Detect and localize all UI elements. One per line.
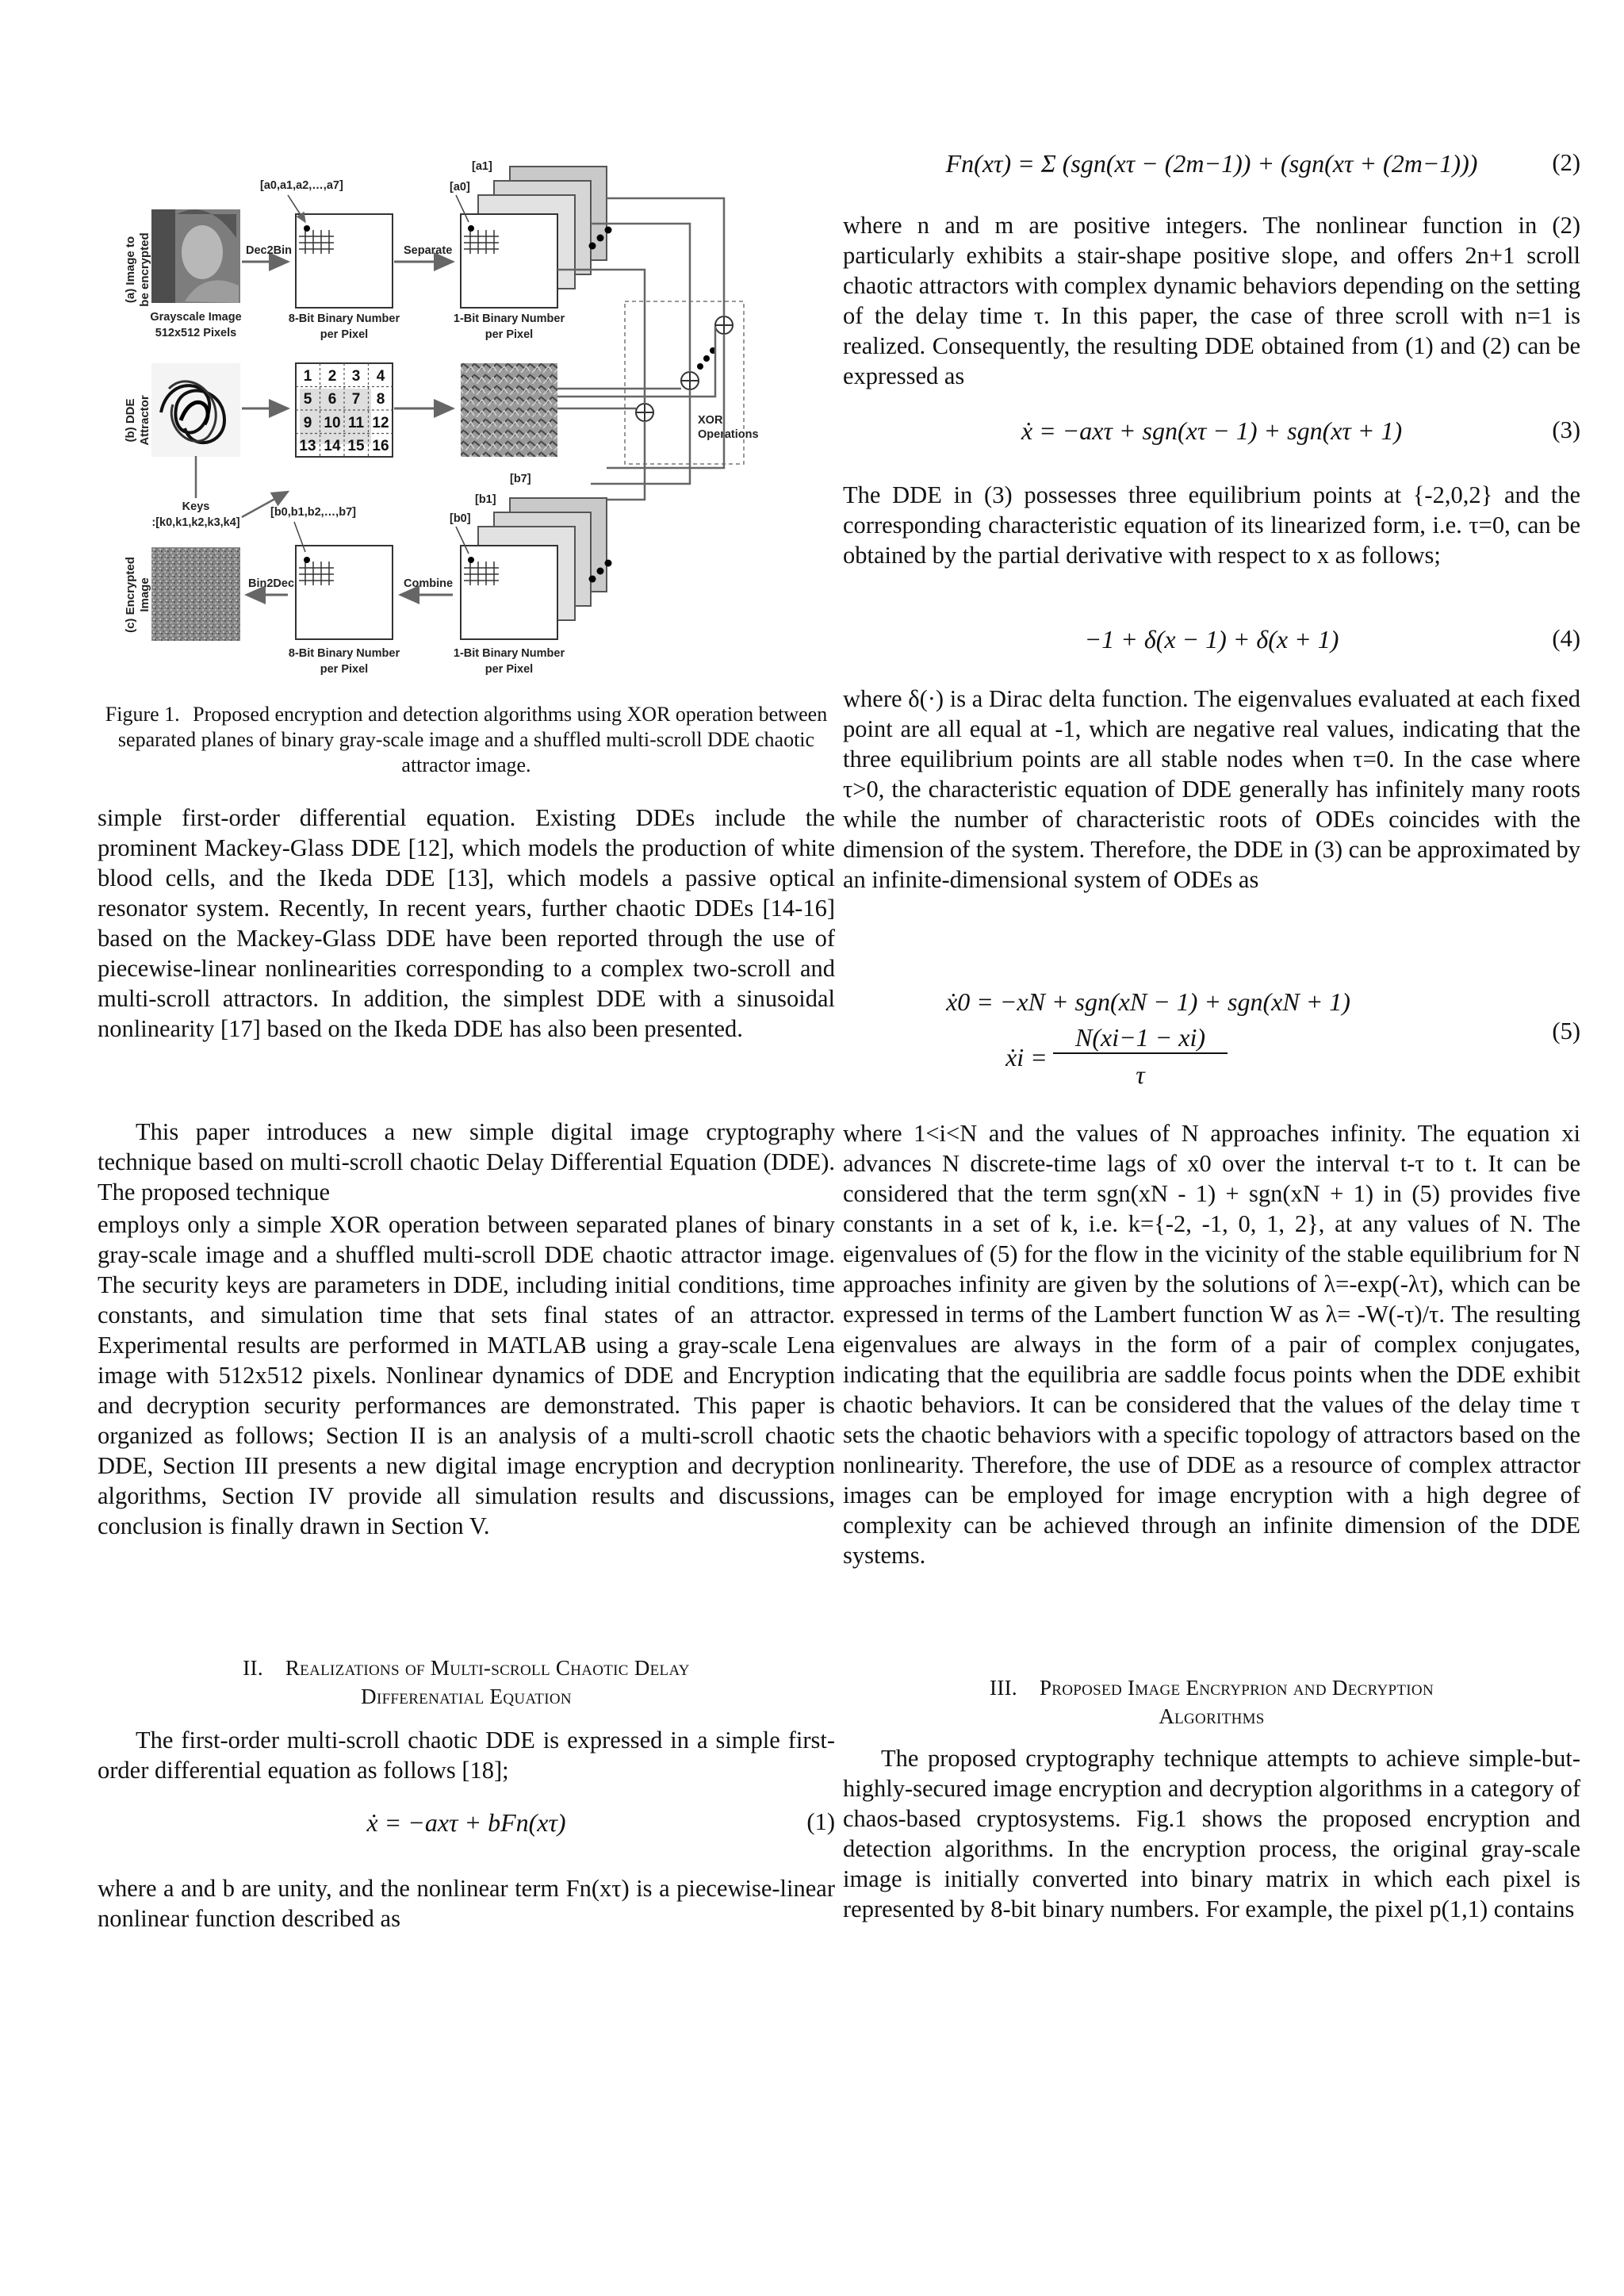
svg-text:11: 11 [347,415,365,431]
eightbit-bottom-label-2: per Pixel [320,663,369,676]
left-para-5: where a and b are unity, and the nonlinear term Fn(xτ) is a piecewise-linear nonlinear function described as [98,1875,835,1932]
svg-text:13: 13 [299,438,316,454]
eightbit-top-label-1: 8-Bit Binary Number [288,312,400,325]
b0-label: [b0] [450,512,471,525]
section-3-title-line1: Proposed Image Encryprion and Decryption [1039,1676,1434,1700]
section-2-number: II. [243,1656,263,1680]
equation-5-line-a: ẋ0 = −xN + sgn(xN − 1) + sgn(xN + 1) [946,987,1350,1016]
onebit-bottom-label-2: per Pixel [485,663,534,676]
right-para-3: where δ(·) is a Dirac delta function. The eigenvalues evaluated at each fixed point are all equal at -1, which are negative real values, indicating that the three equilibrium points are all stable nodes when τ=0. In the case where τ>0, the characteristic equation of DDE generally has infinitely many roots while the number of characteristic roots of ODEs coincides with the dimension of the system. Therefore, the DDE in (3) can be approximated by an infinite-dimensional system of ODEs as [843,685,1580,893]
a-seq-label: [a0,a1,a2,…,a7] [260,179,343,192]
figure-caption-label: Figure 1. [105,703,180,726]
grayscale-label-1: Grayscale Image [150,311,242,324]
eightbit-bottom-label-1: 8-Bit Binary Number [288,647,400,660]
svg-text:9: 9 [303,415,312,431]
svg-text:10: 10 [324,415,341,431]
section-3-number: III. [990,1676,1017,1700]
right-para-5: The proposed cryptography technique attempts to achieve simple-but-highly-secured image encryption and decryption algorithms in a category of chaos-based cryptosystems. Fig.1 shows the proposed encryption and detection algorithms. In the encryption process, the original gray-scale image is initially converted into binary matrix in which each pixel is represented by 8-bit binary numbers. For example, the pixel p(1,1) contains [843,1745,1580,1922]
xor-label-1: XOR [698,414,723,427]
onebit-bottom-label-1: 1-Bit Binary Number [453,647,565,660]
svg-text:1: 1 [303,368,312,385]
shuffled-attractor-image [461,363,557,457]
equation-4 [843,625,1580,660]
figure-caption [98,702,835,778]
a0-label: [a0] [450,181,470,194]
equation-2-body: Fn(xτ) = Σ (sgn(xτ − (2m−1)) + (sgn(xτ + (2m−1))) [945,149,1478,178]
label-a-vertical: (a) Image tobe encrypted [124,232,151,307]
svg-text:15: 15 [347,438,365,454]
equation-3 [843,416,1580,451]
eightbit-box-top [296,214,393,308]
left-para-1: simple first-order differential equation. Existing DDEs include the prominent Mackey-Glass DDE [12], which models the production of white blood cells, and the Ikeda DDE [13], which models a passive optical resonator system. Recently, In recent years, further chaotic DDEs [14-16] based on the Mackey-Glass DDE have been reported through the use of piecewise-linear nonlinearities corresponding to a complex two-scroll and multi-scroll attractors. In addition, the simplest DDE with a sinusoidal nonlinearity [17] based on the Ikeda DDE has also been presented. [98,804,835,1042]
right-para-4: where 1<i<N and the values of N approaches infinity. The equation xi advances N discrete-time lags of x0 over the interval t-τ to t. It can be considered that the term sgn(xN - 1) + sgn(xN + 1) in (5) provides five constants in a set of k, i.e. k={-2, -1, 0, 1, 2}, at any values of N. The eigenvalues of (5) for the flow in the vicinity of the stable equilibrium for N approaches infinity are given by the solutions of λ=-exp(-λτ), which can be expressed in terms of the Lambert function W as λ= -W(-τ)/τ. The resulting eigenvalues are always in the form of a pair of complex conjugates, indicating that the equilibria are saddle focus points when the DDE exhibit chaotic behaviors. It can be considered that the values of the delay time τ sets the chaotic behaviors with a specific topology of attractors based on the nonlinearity. Therefore, the use of DDE as a resource of complex attractor images can be employed for image encryption with a high degree of complexity can be achieved through an infinite dimension of the DDE systems. [843,1120,1580,1569]
section-3-heading [843,1673,1580,1731]
equation-5-fraction-num: N(xi−1 − xi) [1053,1023,1228,1054]
equation-4-number: (4) [1552,625,1580,652]
section-3-title-line2: Algorithms [1159,1704,1265,1728]
equation-1-number: (1) [806,1808,835,1835]
b-seq-label: [b0,b1,b2,…,b7] [270,506,356,519]
grayscale-label-2: 512x512 Pixels [155,327,237,339]
bin2dec-label: Bin2Dec [248,577,295,590]
lena-image [151,209,240,303]
onebit-box-bottom [461,546,557,639]
keys-label-1: Keys [182,500,210,513]
svg-text:7: 7 [351,391,361,408]
label-c-vertical: (c) EncryptedImage [124,557,151,633]
equation-5-number: (5) [1552,1018,1580,1045]
dec2bin-label: Dec2Bin [246,244,293,257]
onebit-top-label-1: 1-Bit Binary Number [453,312,565,325]
left-para-3: employs only a simple XOR operation between separated planes of binary gray-scale image and a shuffled multi-scroll DDE chaotic attractor image. The security keys are parameters in DDE, including initial conditions, time constants, and simulation time that sets final states of an attractor. Experimental results are performed in MATLAB using a gray-scale Lena image with 512x512 pixels. Nonlinear dynamics of DDE and Encryption and decryption security performances are demonstrated. This paper is organized as follows; Section II is an analysis of a multi-scroll chaotic DDE, Section III presents a new digital image encryption and decryption algorithms, Section IV provide all simulation results and discussions, conclusion is finally drawn in Section V. [98,1211,835,1539]
encrypted-image [151,547,240,641]
left-para-2: This paper introduces a new simple digital image cryptography technique based on multi-scroll chaotic Delay Differential Equation (DDE). The proposed technique [98,1118,835,1205]
right-para-1: where n and m are positive integers. The nonlinear function in (2) particularly exhibits a stair-shape positive slope, and offers 2n+1 scroll chaotic attractors with complex dynamic behaviors depending on the setting of the delay time τ. In this paper, the case of three scroll with n=1 is realized. Consequently, the resulting DDE obtained from (1) and (2) can be expressed as [843,212,1580,389]
svg-text:6: 6 [327,391,337,408]
figure-1-diagram [98,151,835,682]
equation-2 [843,149,1580,184]
svg-text:16: 16 [372,438,389,454]
svg-text:14: 14 [324,438,341,454]
eightbit-box-bottom [296,546,393,639]
section-2-title-line2: Differenatial Equation [361,1685,572,1708]
equation-3-body: ẋ = −axτ + sgn(xτ − 1) + sgn(xτ + 1) [1021,416,1403,445]
xor-label-2: Operations [698,428,759,441]
right-para-2: The DDE in (3) possesses three equilibrium points at {-2,0,2} and the corresponding characteristic equation of its linearized form, i.e. τ=0, can be obtained by the partial derivative with respect to x as follows; [843,481,1580,569]
onebit-box-top [461,214,557,308]
svg-text:8: 8 [376,391,385,408]
equation-1 [98,1808,835,1843]
b1-label: [b1] [475,493,496,506]
attractor-image [151,363,240,457]
equation-3-number: (3) [1552,416,1580,443]
separate-label: Separate [404,244,453,257]
equation-2-number: (2) [1552,149,1580,176]
equation-4-body: −1 + δ(x − 1) + δ(x + 1) [1084,625,1339,654]
b7-label: [b7] [510,473,531,485]
equation-1-body: ẋ = −axτ + bFn(xτ) [366,1808,566,1837]
equation-5-line-b-lhs: ẋi = [1005,1043,1048,1071]
svg-text:5: 5 [303,391,312,408]
figure-caption-text: Proposed encryption and detection algorithms using XOR operation between separated planes of binary gray-scale image and a shuffled multi-scroll DDE chaotic attractor image. [117,703,828,776]
combine-label: Combine [404,577,454,590]
equation-5-fraction-den: τ [1136,1060,1145,1089]
left-para-4: The first-order multi-scroll chaotic DDE is expressed in a simple first-order differential equation as follows [18]; [98,1727,835,1784]
section-2-title-line1: Realizations of Multi-scroll Chaotic Delay [285,1656,690,1680]
svg-text:3: 3 [351,368,361,385]
equation-5 [843,987,1580,1102]
label-b-vertical: (b) DDEAttractor [124,395,151,446]
svg-text:4: 4 [376,368,385,385]
section-2-heading [98,1654,835,1711]
svg-text:2: 2 [327,368,337,385]
onebit-top-label-2: per Pixel [485,328,534,341]
keys-label-2: :[k0,k1,k2,k3,k4] [151,516,240,529]
eightbit-top-label-2: per Pixel [320,328,369,341]
a1-label: [a1] [472,160,492,173]
svg-text:12: 12 [372,415,389,431]
